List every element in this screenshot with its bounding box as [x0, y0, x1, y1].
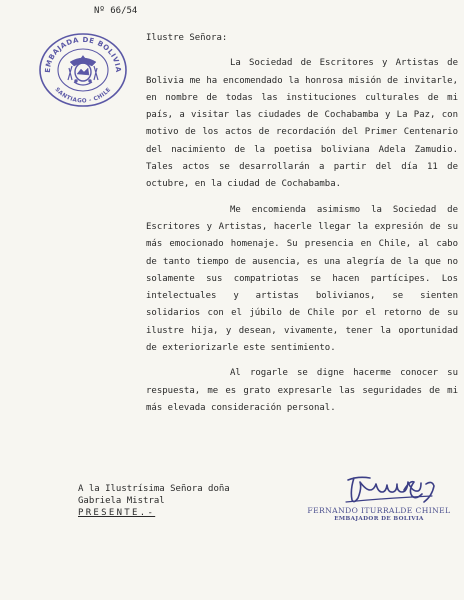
- seal-bottom-text: SANTIAGO - CHILE: [53, 86, 113, 105]
- recipient-block: [78, 483, 230, 519]
- paragraph-1: La Sociedad de Escritores y Artistas de Bolivia me ha encomendado la honrosa misión de invitarle, en nombre de todas las instituciones culturales de mi país, a visitar las ciudades de Cochabamba y La Paz, con motivo de los actos de recordación del Primer Centenario del nacimiento de la poetisa boliviana Adela Zamudio. Tales actos se desarrollarán a partir del día 11 de octubre, en la ciudad de Cochabamba.: [146, 58, 458, 190]
- embassy-seal-icon: [38, 32, 128, 108]
- recipient-line-2: Gabriela Mistral: [78, 496, 165, 506]
- handwritten-signature-icon: [338, 472, 442, 508]
- signatory-stamp: [294, 506, 464, 522]
- paragraph-2: Me encomienda asimismo la Sociedad de Escritores y Artistas, hacerle llegar la expresión de su más emocionado homenaje. Su presencia en Chile, al cabo de tanto tiempo de ausencia, es una alegría de la que no solamente sus compatriotas se hacen partícipes. Los intelectuales y artistas bolivianos, se sienten solidarios con el júbilo de Chile por el retorno de su ilustre hija, y desean, vivamente, tener la oportunidad de exteriorizarle este sentimiento.: [146, 204, 458, 354]
- signatory-title: EMBAJADOR DE BOLIVIA: [334, 516, 424, 522]
- recipient-line-3: PRESENTE.-: [78, 508, 156, 518]
- paragraph-3: Al rogarle se digne hacerme conocer su respuesta, me es grato expresarle las seguridades de mi más elevada consideración personal.: [146, 368, 458, 413]
- signatory-name: FERNANDO ITURRALDE CHINEL: [307, 506, 451, 515]
- seal-top-text: EMBAJADA DE BOLIVIA: [43, 35, 123, 74]
- reference-number: Nº 66/54: [94, 6, 138, 16]
- recipient-line-1: A la Ilustrísima Señora doña: [78, 484, 230, 494]
- salutation: Ilustre Señora:: [146, 33, 228, 43]
- coat-of-arms-icon: [68, 56, 98, 85]
- letter-body: [146, 30, 458, 417]
